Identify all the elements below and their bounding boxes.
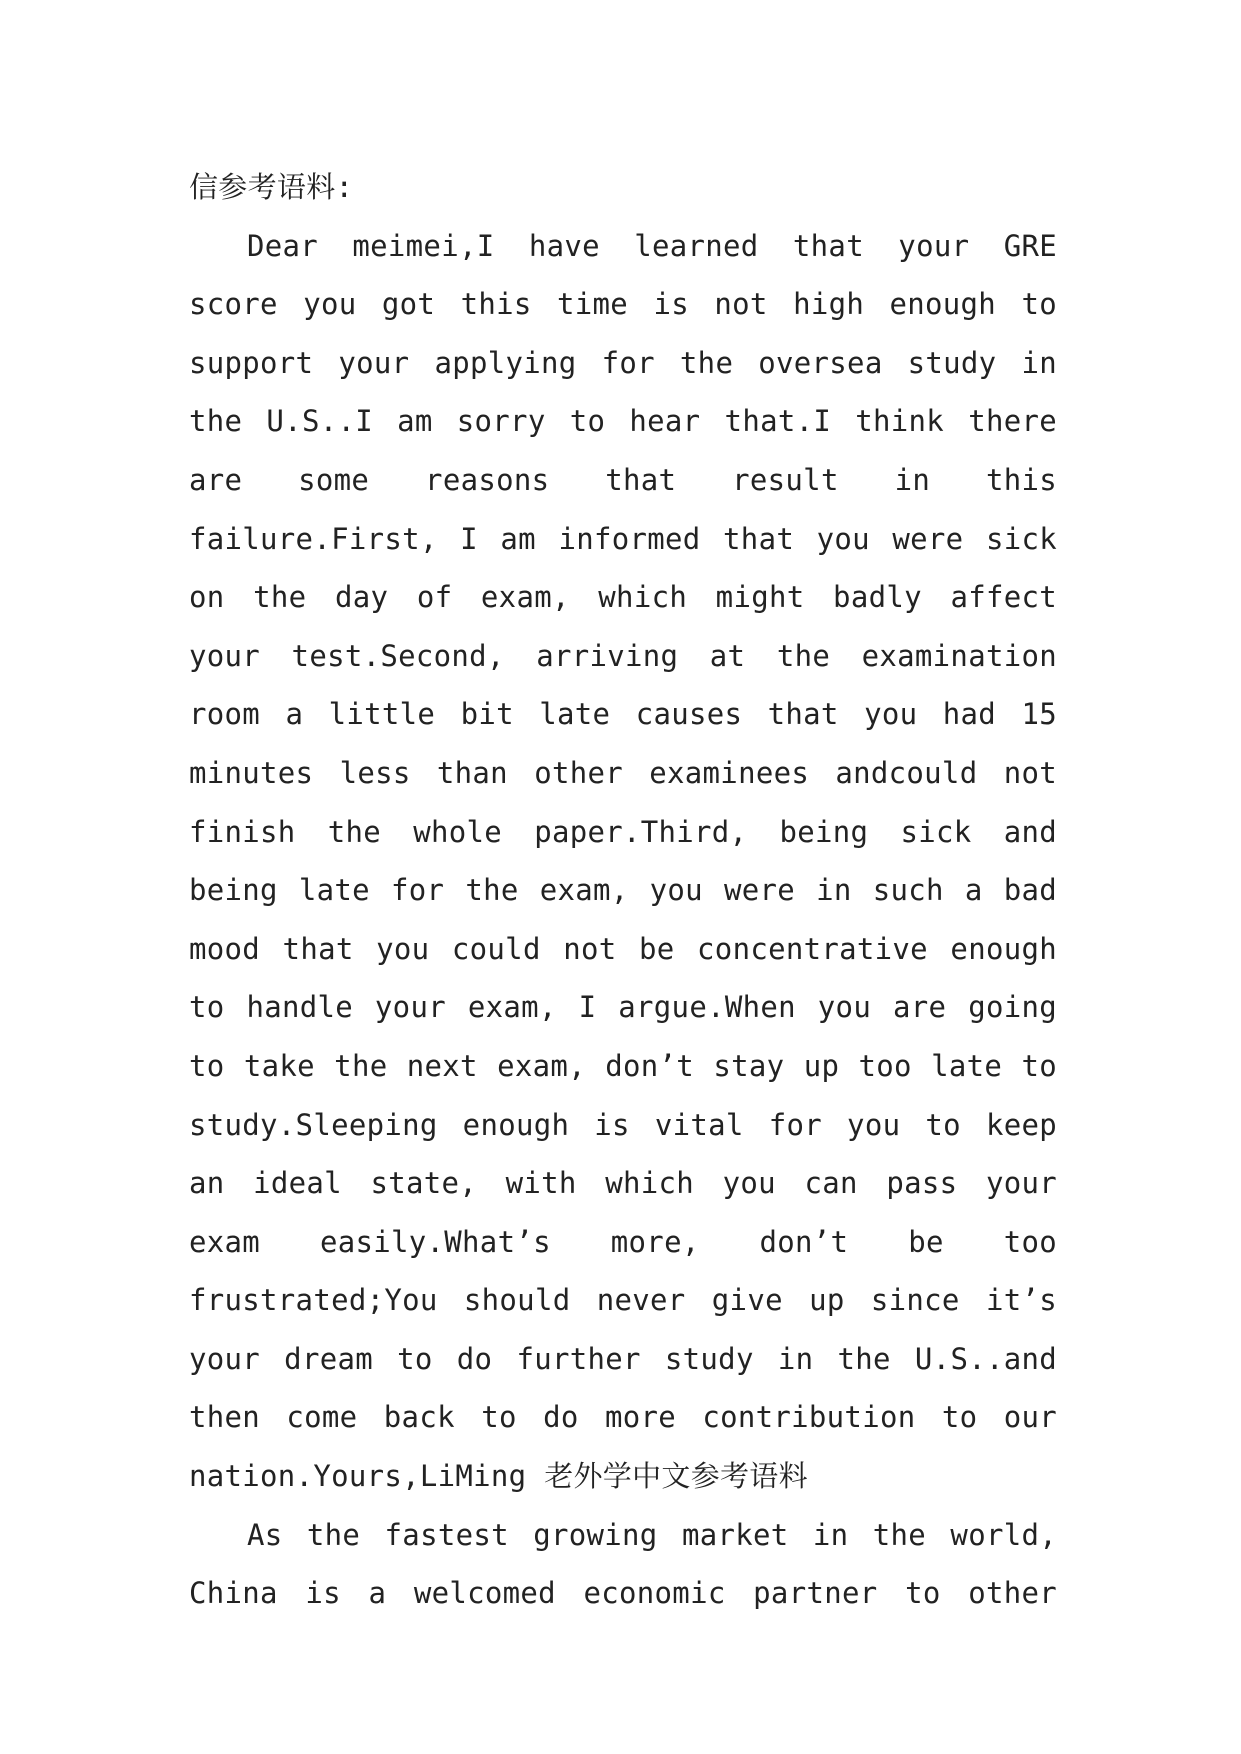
section-heading: 信参考语料:: [189, 170, 354, 204]
document-body: [189, 158, 1057, 1623]
continued-paragraph: As the fastest growing market in the world, China is a welcomed economic partner to other: [189, 1517, 1057, 1611]
letter-paragraph: Dear meimei,I have learned that your GRE score you got this time is not high enough to support your applying for the oversea study in the U.S..I am sorry to hear that.I think there are some reasons that result in this failure.First, I am informed that you were sick on the day of exam, which might badly affect your test.Second, arriving at the examination room a little bit late causes that you had 15 minutes less than other examinees andcould not finish the whole paper.Third, being sick and being late for the exam, you were in such a bad mood that you could not be concentrative enough to handle your exam, I argue.When you are going to take the next exam, don’t stay up too late to study.Sleeping enough is vital for you to keep an ideal state, with which you can pass your exam easily.What’s more, don’t be too frustrated;You should never give up since it’s your dream to do further study in the U.S..and then come back to do more contribution to our nation.Yours,LiMing 老外学中文参考语料: [189, 228, 1057, 1494]
